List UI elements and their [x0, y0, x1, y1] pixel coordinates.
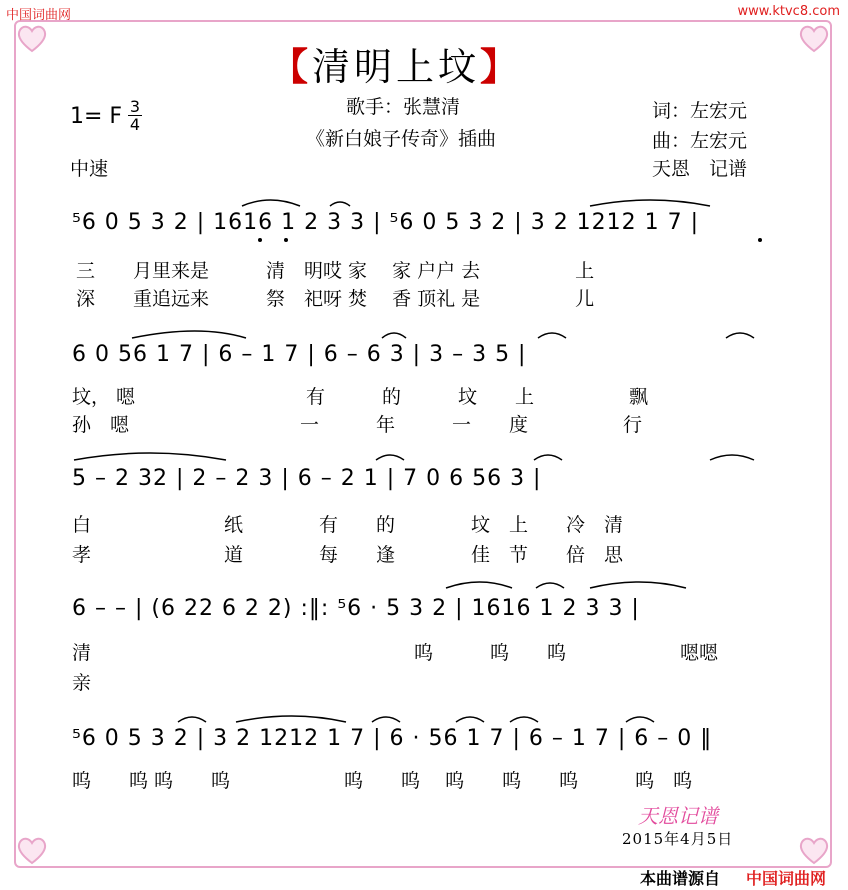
source-drama: 《新白娘子传奇》插曲	[306, 128, 497, 150]
lyric-line-5a: 呜 呜 呜 呜 呜 呜 呜 呜 呜 呜 呜	[72, 770, 693, 792]
lyric-line-3a: 白 纸 有 的 坟 上 冷 清	[72, 514, 624, 536]
heart-icon	[796, 832, 832, 868]
page-title: 【清明上坟】	[270, 45, 523, 89]
lyric-line-4a: 清 呜 呜 呜 嗯嗯	[72, 642, 719, 664]
lyric-line-1a: 三 月里来是 清 明哎 家 家 户户 去 上	[76, 260, 595, 282]
watermark-left: 中国词曲网	[6, 8, 72, 23]
key-signature: 1= F	[70, 104, 123, 129]
song-title: 清明上坟	[312, 45, 481, 89]
notation-line-5: ⁵6 0 5 3 2 | 3 2 1212 1 7 | 6 · 56 1 7 | 6 – 1 7 | 6 – 0 ‖	[72, 726, 713, 751]
lyric-line-2a: 坟， 嗯 有 的 坟 上 飘	[72, 386, 649, 408]
transcription-date: 2015年4月5日	[622, 830, 734, 848]
time-signature: 3 4	[129, 97, 141, 134]
heart-icon	[14, 832, 50, 868]
site-link[interactable]: 中国词曲网	[746, 869, 827, 888]
singer: 歌手：张慧清	[346, 96, 461, 118]
tempo-marking: 中速	[70, 158, 109, 180]
heart-icon	[796, 20, 832, 56]
heart-icon	[14, 20, 50, 56]
notation-line-4: 6 – – | (6 22 6 2 2) :‖: ⁵6 · 5 3 2 | 1616 1 2 3 3 |	[72, 596, 640, 621]
lyric-line-2b: 孙 嗯 一 年 一 度 行	[72, 414, 643, 436]
notation-line-2: 6 0 56 1 7 | 6 – 1 7 | 6 – 6 3 | 3 – 3 5 |	[72, 342, 527, 367]
watermark-right: www.ktvc8.com	[737, 4, 840, 19]
transcriber: 天恩 记谱	[652, 158, 748, 180]
transcriber-stamp: 天恩记谱	[638, 804, 718, 828]
lyric-line-4b: 亲	[72, 672, 92, 694]
source-label: 本曲谱源自	[640, 869, 721, 888]
composer: 曲：左宏元	[652, 130, 748, 152]
lyric-line-3b: 孝 道 每 逢 佳 节 倍 思	[72, 544, 624, 566]
notation-line-1: ⁵6 0 5 3 2 | 1616 1 2 3 3 | ⁵6 0 5 3 2 | 3 2 1212 1 7 |	[72, 210, 700, 235]
lyricist: 词：左宏元	[652, 100, 748, 122]
lyric-line-1b: 深 重追远来 祭 祀呀 焚 香 顶礼 是 儿	[76, 288, 595, 310]
notation-line-3: 5 – 2 32 | 2 – 2 3 | 6 – 2 1 | 7 0 6 56 3 |	[72, 466, 542, 491]
